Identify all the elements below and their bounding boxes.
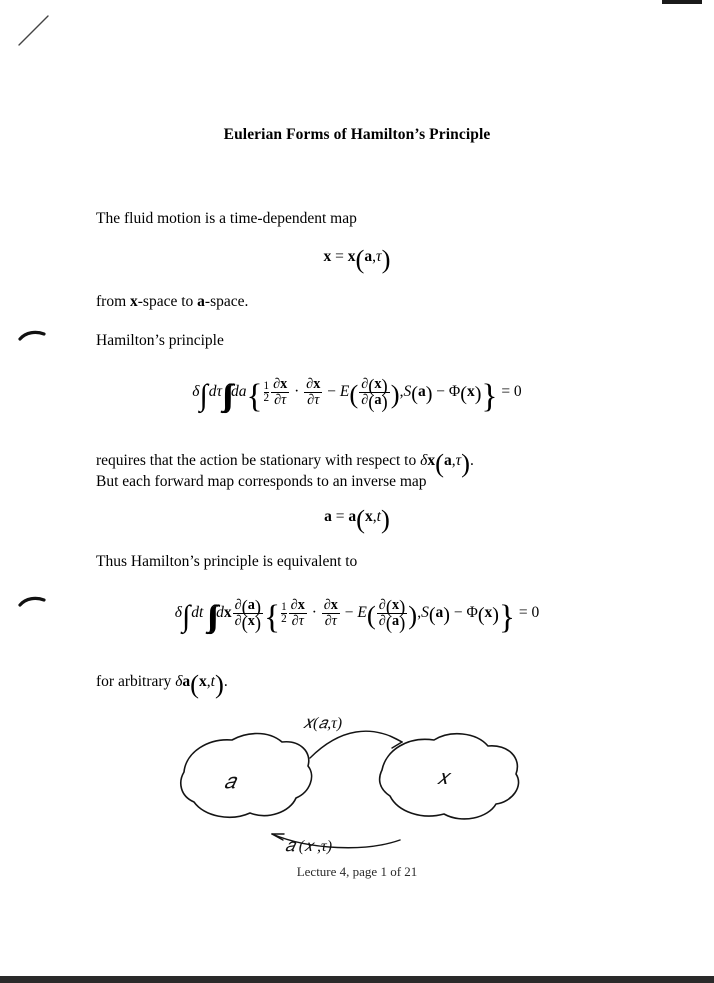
margin-dash-mark-icon: [18, 330, 46, 342]
scan-artifact-bottom: [0, 976, 714, 983]
diagram-top-arrow-label: 𝑥(𝑎,τ): [303, 712, 343, 732]
paragraph-hamiltons-principle: Hamilton’s principle: [96, 332, 224, 349]
paragraph-stationary-action-line2: But each forward map corresponds to an inverse map: [96, 473, 427, 490]
page-footer: Lecture 4, page 1 of 21: [296, 864, 418, 879]
paragraph-stationary-action-line1: requires that the action be stationary with respect to δx(a,τ).: [96, 448, 474, 479]
equation-lagrangian-action: δ∫dτ∫∫∫ da{ $\frac{1}{2}$ $\frac{\partial x}{\partial\tau}$ · $\frac{\partial x}{\partial\tau}$ − E( $\frac{\partial(x)}{\partial(a)}$ ),S(a) − Φ(x)} = 0: [192, 375, 522, 416]
diagram-right-blob-label: 𝑥: [437, 765, 449, 789]
equation-inverse-map: a = a(x,t): [324, 504, 390, 535]
paragraph-space-map: from x-space to a-space.: [96, 293, 249, 310]
diagram-left-blob-label: 𝑎: [224, 769, 236, 793]
hand-drawn-map-diagram: [150, 700, 570, 865]
equation-eulerian-action: δ∫dt ∫∫∫ dx $\frac{\partial(a)}{\partial(x)}$ { $\frac{1}{2}$ $\frac{\partial x}{\partial\tau}$ · $\frac{\partial x}{\partial\tau}$ − E( $\frac{\partial(x)}{\partial(a)}$ ),S(a) − Φ(x)} = 0: [174, 596, 540, 637]
paragraph-intro: The fluid motion is a time-dependent map: [96, 210, 357, 227]
scan-artifact-top: [662, 0, 702, 4]
scan-artifact-left: [0, 0, 5, 983]
paragraph-stationary-action: [96, 450, 636, 492]
diagram-bottom-arrow-label: 𝑎 (𝑥 ,τ): [285, 835, 333, 855]
paragraph-arbitrary-variation: for arbitrary δa(x,t).: [96, 669, 228, 700]
equation-forward-map: x = x(a,τ): [323, 244, 391, 275]
page-title: Eulerian Forms of Hamilton’s Principle: [223, 126, 491, 143]
pencil-slash-mark-icon: [17, 14, 51, 48]
paragraph-equivalence: Thus Hamilton’s principle is equivalent to: [96, 553, 358, 570]
